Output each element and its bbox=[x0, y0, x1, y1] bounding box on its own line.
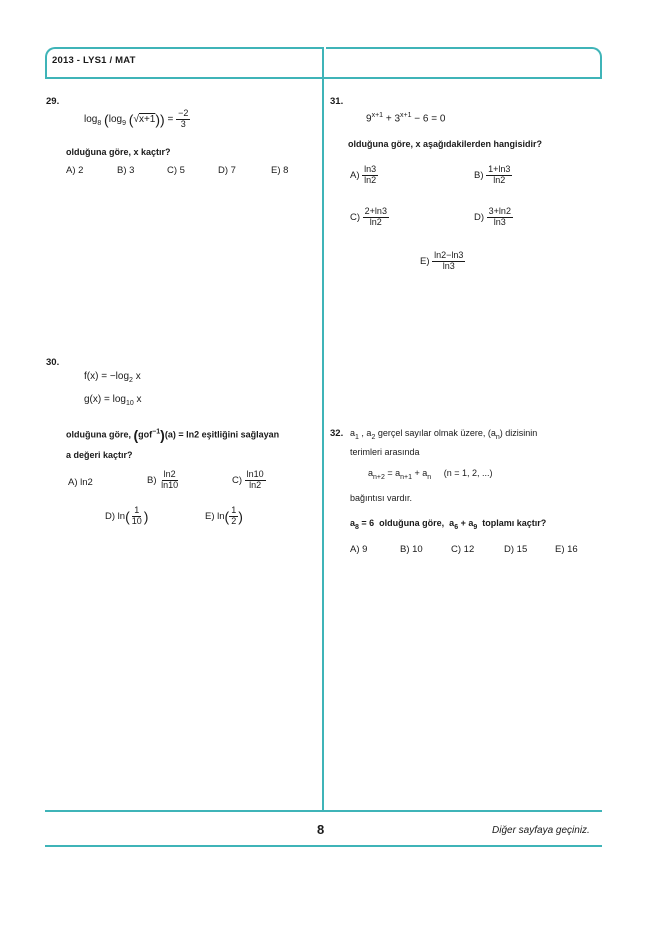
q32-option-d[interactable]: D) 15 bbox=[504, 544, 528, 555]
footer-top-line bbox=[45, 810, 602, 812]
q31-option-e[interactable]: E) $\frac{\ln 2-\ln 3}{\ln 3}$ bbox=[420, 250, 464, 271]
q32-option-e[interactable]: E) 16 bbox=[555, 544, 578, 555]
q31-question: olduğuna göre, x aşağıdakilerden hangisidir? bbox=[348, 139, 543, 149]
header-title: 2013 - LYS1 / MAT bbox=[52, 55, 136, 66]
q32-option-c[interactable]: C) 12 bbox=[451, 544, 475, 555]
next-page-text: Diğer sayfaya geçiniz. bbox=[492, 825, 590, 836]
q30-option-b[interactable]: B) $\frac{\ln 2}{\ln 10}$ bbox=[147, 469, 179, 490]
q31-number: 31. bbox=[330, 96, 344, 107]
q32-number: 32. bbox=[330, 428, 344, 439]
q31-option-b[interactable]: B) $\frac{1+\ln 3}{\ln 2}$ bbox=[474, 164, 511, 185]
q32-line1: $a_1$ , $a_2$ gerçel sayılar olmak üzere, $(a_n)$ dizisinin bbox=[350, 428, 538, 441]
footer-bottom-line bbox=[45, 845, 602, 847]
q30-option-d[interactable]: D) ln( $\frac{1}{10}$ ) bbox=[105, 505, 149, 526]
q29-formula: $\log_8 (\log_9$ (√x+1)) = $\frac{-2}{3}$ bbox=[84, 108, 189, 129]
q32-line2: terimleri arasında bbox=[350, 447, 420, 457]
q29-option-c[interactable]: C) 5 bbox=[167, 165, 185, 176]
q29-option-d[interactable]: D) 7 bbox=[218, 165, 236, 176]
page-number: 8 bbox=[317, 822, 325, 837]
q30-question-line1: olduğuna göre, (gof$^{-1}$)(a) = ln2 eşitliğini sağlayan bbox=[66, 427, 280, 443]
column-divider bbox=[322, 47, 324, 810]
q29-option-e[interactable]: E) 8 bbox=[271, 165, 289, 176]
q31-option-a[interactable]: A) $\frac{\ln 3}{\ln 2}$ bbox=[350, 164, 377, 185]
q32-question: $a_8 = 6$ olduğuna göre, $a_6 + a_9$ toplamı kaçtır? bbox=[350, 518, 547, 531]
q30-option-e[interactable]: E) ln( $\frac{1}{2}$ ) bbox=[205, 505, 243, 526]
q30-option-c[interactable]: C) $\frac{\ln 10}{\ln 2}$ bbox=[232, 469, 264, 490]
q31-formula: $9^{x+1} + 3^{x+1} - 6 = 0$ bbox=[366, 112, 446, 125]
q32-option-b[interactable]: B) 10 bbox=[400, 544, 423, 555]
q31-option-d[interactable]: D) $\frac{3+\ln 2}{\ln 3}$ bbox=[474, 206, 511, 227]
q30-option-a[interactable]: A) ln2 bbox=[68, 477, 93, 488]
q29-question: olduğuna göre, x kaçtır? bbox=[66, 147, 171, 157]
q30-number: 30. bbox=[46, 357, 60, 368]
header-right-box bbox=[326, 47, 602, 77]
q30-g-definition: $g(x) = \log_{10} x$ bbox=[84, 394, 142, 407]
q32-recurrence: $a_{n+2} = a_{n+1} + a_n$ (n = 1, 2, ...) bbox=[368, 468, 493, 481]
q30-f-definition: $f(x) = -\log_2$ x bbox=[84, 371, 141, 384]
q32-option-a[interactable]: A) 9 bbox=[350, 544, 368, 555]
q29-option-a[interactable]: A) 2 bbox=[66, 165, 84, 176]
q29-number: 29. bbox=[46, 96, 60, 107]
q31-option-c[interactable]: C) $\frac{2+\ln 3}{\ln 2}$ bbox=[350, 206, 387, 227]
q32-line3: bağıntısı vardır. bbox=[350, 493, 413, 503]
q29-option-b[interactable]: B) 3 bbox=[117, 165, 135, 176]
q30-question-line2: a değeri kaçtır? bbox=[66, 450, 133, 460]
